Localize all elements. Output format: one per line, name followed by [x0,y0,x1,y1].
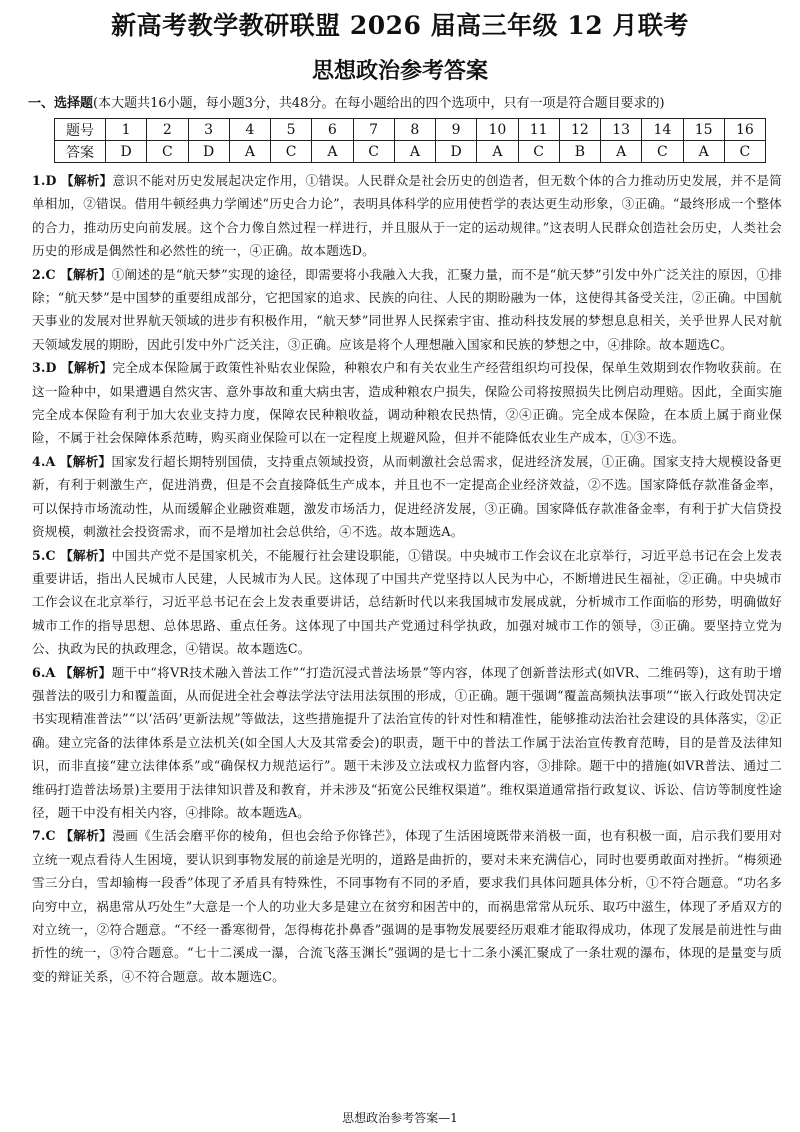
question-number-cell: 12 [559,119,600,141]
explanation-item-4 [32,450,782,544]
explanation-item-2 [32,263,782,357]
explanation-item-5 [32,544,782,661]
question-number-cell: 15 [683,119,724,141]
question-number-cell: 5 [271,119,312,141]
item-number: 6.A [32,664,56,680]
answer-row [55,141,766,163]
section-heading [28,94,782,114]
analysis-text: 国家发行超长期特别国债，支持重点领域投资，从而刺激社会总需求，促进经济发展，①正确。国家支持大规模设备更新，有利于刺激生产，促进消费，但是不会直接降低生产成本，并且也不一定提高企业经济效益，②不选。国家降低存款准备金率，可以保持市场流动性，从而缓解企业融资难题，激发市场活力，促进经济发展，③正确。国家降低存款准备金率，有利于扩大信贷投资规模，刺激社会投资需求，而不是增加社会总供给，④不选。故本题选A。 [32,453,782,540]
answer-cell: A [683,141,724,163]
question-number-cell: 6 [312,119,353,141]
answer-cell: C [271,141,312,163]
section-description: (本大题共16小题，每小题3分，共48分。在每小题给出的四个选项中，只有一项是符合题目要求的) [93,96,665,111]
row-label-number: 题号 [55,119,106,141]
question-number-row [55,119,766,141]
answer-cell: C [147,141,188,163]
analysis-text: ①阐述的是“航天梦”实现的途径，即需要将小我融入大我，汇聚力量，而不是“航天梦”引发中外广泛关注的原因，①排除；“航天梦”是中国梦的重要组成部分，它把国家的追求、民族的向往、人民的期盼融为一体，这使得其备受关注，②正确。中国航天事业的发展对世界航天领域的进步有积极作用，“航天梦”同世界人民探索宇宙、推动科技发展的梦想息息相关，关乎世界人民对航天领域发展的期盼，因此引发中外广泛关注，③正确。应该是将个人理想融入国家和民族的梦想之中，④排除。故本题选C。 [32,266,782,352]
question-number-cell: 4 [229,119,270,141]
analysis-tag: 【解析】 [60,266,112,282]
answer-cell: C [353,141,394,163]
explanation-item-6 [32,661,782,825]
answer-cell: C [518,141,559,163]
question-number-cell: 8 [394,119,435,141]
question-number-cell: 9 [436,119,477,141]
question-number-cell: 13 [601,119,642,141]
page-footer: 思想政治参考答案—1 [342,1111,458,1125]
item-number: 1.D [32,173,57,188]
question-number-cell: 16 [724,119,765,141]
item-number: 7.C [32,828,56,844]
analysis-text: 漫画《生活会磨平你的棱角，但也会给予你锋芒》，体现了生活困境既带来消极一面，也有积极一面，启示我们要用对立统一观点看待人生困境，要认识到事物发展的前途是光明的，道路是曲折的，要对未来充满信心，同时也要勇敢面对挫折。“梅须逊雪三分白，雪却输梅一段香”体现了矛盾具有特殊性，不同事物有不同的矛盾，要求我们具体问题具体分析，①不符合题意。“功名多向穷中立，祸患常从巧处生”大意是一个人的功业大多是建立在贫穷和困苦中的，而祸患常常从玩乐、取巧中滋生，体现了矛盾双方的对立统一，②符合题意。“不经一番寒彻骨，怎得梅花扑鼻香”强调的是事物发展要经历艰难才能取得成功，体现了发展是前进性与曲折性的统一，③符合题意。“七十二溪成一瀑，合流飞落玉渊长”强调的是七十二条小溪汇聚成了一条壮观的瀑布，体现的是量变与质变的辩证关系，④不符合题意。故本题选C。 [32,828,782,984]
question-number-cell: 11 [518,119,559,141]
item-number: 2.C [32,266,56,282]
answer-cell: A [601,141,642,163]
analysis-tag: 【解析】 [59,453,112,469]
row-label-answer: 答案 [55,141,106,163]
analysis-tag: 【解析】 [60,547,112,563]
analysis-text: 中国共产党不是国家机关，不能履行社会建设职能，①错误。中央城市工作会议在北京举行，习近平总书记在会上发表重要讲话，指出人民城市人民建，人民城市为人民。这体现了中国共产党坚持以人民为中心，不断增进民生福祉，②正确。中央城市工作会议在北京举行，习近平总书记在会上发表重要讲话，总结新时代以来我国城市发展成就，分析城市工作面临的形势，明确做好城市工作的指导思想、总体思路、重点任务。这体现了中国共产党通过科学执政，加强对城市工作的领导，③正确。要坚持立党为公、执政为民的执政理念，④错误。故本题选C。 [32,547,782,657]
question-number-cell: 14 [642,119,683,141]
question-number-cell: 10 [477,119,518,141]
answer-cell: C [724,141,765,163]
answer-cell: A [394,141,435,163]
answer-cell: C [642,141,683,163]
answer-cell: B [559,141,600,163]
analysis-text: 题干中“将VR技术融入普法工作”“打造沉浸式普法场景”等内容，体现了创新普法形式(如VR、二维码等)，这有助于增强普法的吸引力和覆盖面，从而促进全社会尊法学法守法用法氛围的形成，①正确。题干强调“覆盖高频执法事项”“嵌入行政处罚决定书实现精准普法”“以‘活码’更新法规”等做法，这些措施提升了法治宣传的针对性和精准性，能够推动法治社会建设的具体落实，②正确。建立完备的法律体系是立法机关(如全国人大及其常委会)的职责，题干中的普法工作属于法治宣传教育范畴，目的是普及法律知识，而非直接“建立法律体系”或“确保权力规范运行”。题干未涉及立法或权力监督内容，③排除。题干中的措施(如VR普法、通过二维码打造普法场景)主要用于法律知识普及和教育，并未涉及“拓宽公民维权渠道”。维权渠道通常指行政复议、诉讼、信访等制度性途径，题干中没有相关内容，④排除。故本题选A。 [32,664,782,820]
explanation-item-7 [32,824,782,988]
answer-cell: D [436,141,477,163]
question-number-cell: 2 [147,119,188,141]
exam-title: 新高考教学教研联盟 2026 届高三年级 12 月联考 [111,11,689,40]
question-number-cell: 3 [188,119,229,141]
answer-cell: A [229,141,270,163]
answer-cell: D [188,141,229,163]
item-number: 4.A [32,453,56,469]
question-number-cell: 7 [353,119,394,141]
question-number-cell: 1 [106,119,147,141]
analysis-tag: 【解析】 [60,173,113,188]
item-number: 5.C [32,547,56,563]
analysis-tag: 【解析】 [60,828,113,844]
answer-cell: D [106,141,147,163]
explanation-item-1 [32,169,782,263]
analysis-tag: 【解析】 [59,664,112,680]
answer-table [54,118,766,163]
answer-cell: A [477,141,518,163]
analysis-tag: 【解析】 [60,360,113,376]
item-number: 3.D [32,360,57,376]
answer-cell: A [312,141,353,163]
section-label: 一、选择题 [28,96,94,111]
explanation-item-3 [32,356,782,450]
analysis-text: 完全成本保险属于政策性补贴农业保险，种粮农户和有关农业生产经营组织均可投保，保单生效期到农作物收获前。在这一险种中，如果遭遇自然灾害、意外事故和重大病虫害，造成种粮农户损失，保险公司将按照损失比例启动理赔。因此，全面实施完全成本保险有利于加大农业支持力度，保障农民种粮收益，调动种粮农民热情，②④正确。完全成本保险，在本质上属于商业保险，不属于社会保障体系范畴，购买商业保险可以在一定程度上规避风险，但并不能降低农业生产成本，①③不选。 [32,360,782,446]
document-subtitle: 思想政治参考答案 [311,58,488,84]
analysis-text: 意识不能对历史发展起决定作用，①错误。人民群众是社会历史的创造者，但无数个体的合力推动历史发展，并不是简单相加，②错误。借用牛顿经典力学阐述“历史合力论”，表明具体科学的应用使哲学的表达更生动形象，③正确。“最终形成一个整体的合力，推动历史向前发展。这个合力像自然过程一样进行，并且服从于一定的运动规律。”这表明人民群众创造社会历史，人类社会历史的形成是偶然性和必然性的统一，④正确。故本题选D。 [32,173,782,259]
